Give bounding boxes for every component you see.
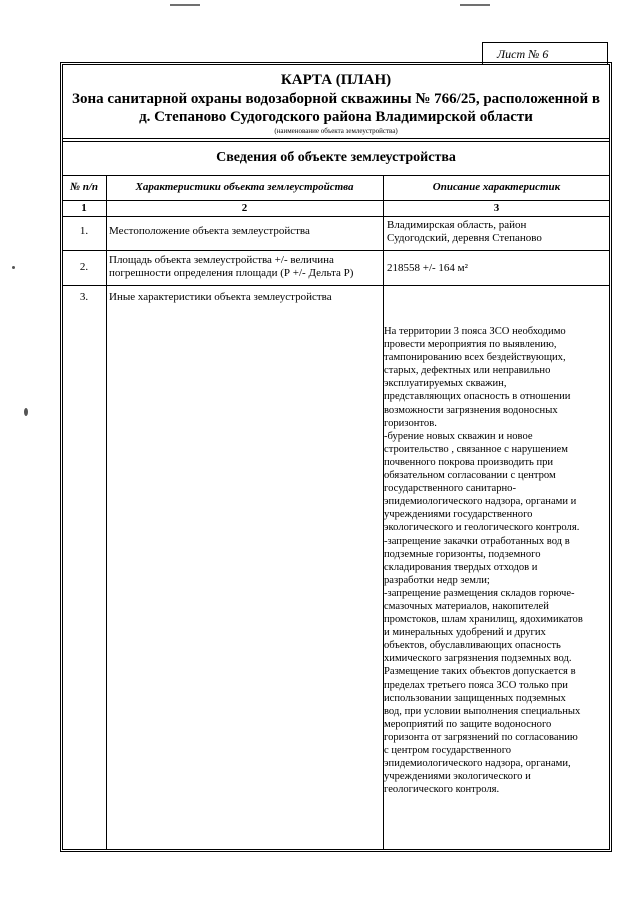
description-line: Размещение таких объектов допускается в	[384, 666, 576, 678]
description-line: учреждениями государственного	[384, 509, 533, 521]
description-line: учреждениями экологического и	[384, 771, 531, 783]
description-line: -запрещение размещения складов горюче-	[384, 587, 575, 599]
description-line: горизонтов.	[384, 417, 437, 429]
description-line: государственного санитарно-	[384, 483, 516, 495]
description-line: -запрещение закачки отработанных вод в	[384, 535, 570, 547]
description-line: Владимирская область, район	[387, 219, 527, 231]
document-subtitle-line1: Зона санитарной охраны водозаборной скважины № 766/25, расположенной в	[72, 91, 600, 107]
table-row-description: 218558 +/- 164 м²	[387, 262, 468, 274]
description-line: вод, при условии выполнения специальных	[384, 705, 581, 717]
document-subtitle-line2: д. Степаново Судогодского района Владимирской области	[139, 109, 533, 125]
description-line: обязательном согласовании с центром	[384, 470, 556, 482]
table-row-characteristic: Иные характеристики объекта землеустройства	[109, 291, 332, 303]
table-line	[62, 200, 610, 201]
description-line: с центром государственного	[384, 745, 512, 756]
description-line: промстоков, шлам хранилищ, ядохимикатов	[384, 614, 583, 626]
description-line: экологического и геологического контроля.	[384, 522, 580, 534]
description-line: -бурение новых скважин и новое	[384, 430, 533, 442]
description-line: пределах третьего пояса ЗСО только при	[384, 679, 568, 691]
description-line: строительство , связанное с нарушением	[384, 443, 568, 455]
description-line: объектов, обуславливающих опасность	[384, 640, 561, 652]
characteristic-line: погрешности определения площади (Р +/- Дельта Р)	[109, 267, 354, 279]
description-line: эксплуатируемых скважин,	[384, 378, 507, 390]
description-line: геологического контроля.	[384, 784, 500, 796]
description-line: и минеральных удобрений и других	[384, 627, 546, 639]
table-row-description	[384, 325, 608, 796]
table-row-num: 1.	[79, 225, 89, 237]
description-line: На территории 3 пояса ЗСО необходимо	[384, 326, 566, 337]
scan-speck	[12, 266, 15, 269]
description-line: смазочных материалов, накопителей	[384, 600, 549, 612]
table-header-characteristic: Характеристики объекта землеустройства	[135, 181, 354, 193]
description-line: эпидемиологического надзора, органами,	[384, 758, 571, 770]
table-header-description: Описание характеристик	[432, 181, 561, 193]
table-row-num: 2.	[79, 261, 89, 273]
column-number: 1	[81, 202, 87, 214]
table-line	[62, 250, 610, 251]
description-line: тампонированию всех бездействующих,	[384, 352, 566, 364]
description-line: возможности загрязнения водоносных	[384, 404, 558, 416]
table-row-characteristic	[109, 254, 353, 280]
sheet-number-label: Лист № 6	[482, 42, 608, 65]
description-line: представляющих опасность в отношении	[384, 391, 571, 403]
scan-mark-left	[170, 4, 200, 6]
column-number: 3	[493, 202, 500, 214]
description-line: использовании защищенных подземных	[384, 692, 566, 704]
separator	[62, 141, 610, 142]
description-line: горизонта от загрязнений по согласованию	[384, 731, 578, 743]
table-header-num: № п/п	[69, 181, 99, 193]
table-row-characteristic: Местоположение объекта землеустройства	[109, 225, 310, 237]
description-line: Судогодский, деревня Степаново	[387, 232, 542, 244]
table-line	[62, 216, 610, 217]
description-line: химического загрязнения подземных вод.	[384, 653, 572, 665]
table-line	[106, 175, 107, 850]
description-line: подземные горизонты, подземного	[384, 548, 541, 560]
description-line: провести мероприятия по выявлению,	[384, 339, 557, 351]
description-line: почвенного покрова производить при	[384, 456, 554, 468]
column-number: 2	[241, 202, 248, 214]
document-title: КАРТА (ПЛАН)	[280, 72, 392, 88]
title-caption: (наименование объекта землеустройства)	[274, 127, 398, 135]
table-row-num: 3.	[79, 291, 89, 303]
section-title: Сведения об объекте землеустройства	[216, 150, 456, 165]
description-line: эпидемиологического надзора, органами и	[384, 496, 577, 508]
separator	[62, 138, 610, 139]
description-line: складирования твердых отходов и	[384, 561, 538, 573]
description-line: разработки недр земли;	[384, 574, 490, 586]
table-row-description	[387, 219, 542, 245]
description-line: мероприятий по защите водоносного	[384, 718, 552, 730]
scan-mark-right	[460, 4, 490, 6]
table-line	[62, 175, 610, 176]
description-line: старых, дефектных или неправильно	[384, 365, 551, 377]
characteristic-line: Площадь объекта землеустройства +/- величина	[109, 254, 334, 266]
table-line	[62, 285, 610, 286]
scan-speck	[24, 408, 28, 416]
title-block	[64, 68, 608, 136]
